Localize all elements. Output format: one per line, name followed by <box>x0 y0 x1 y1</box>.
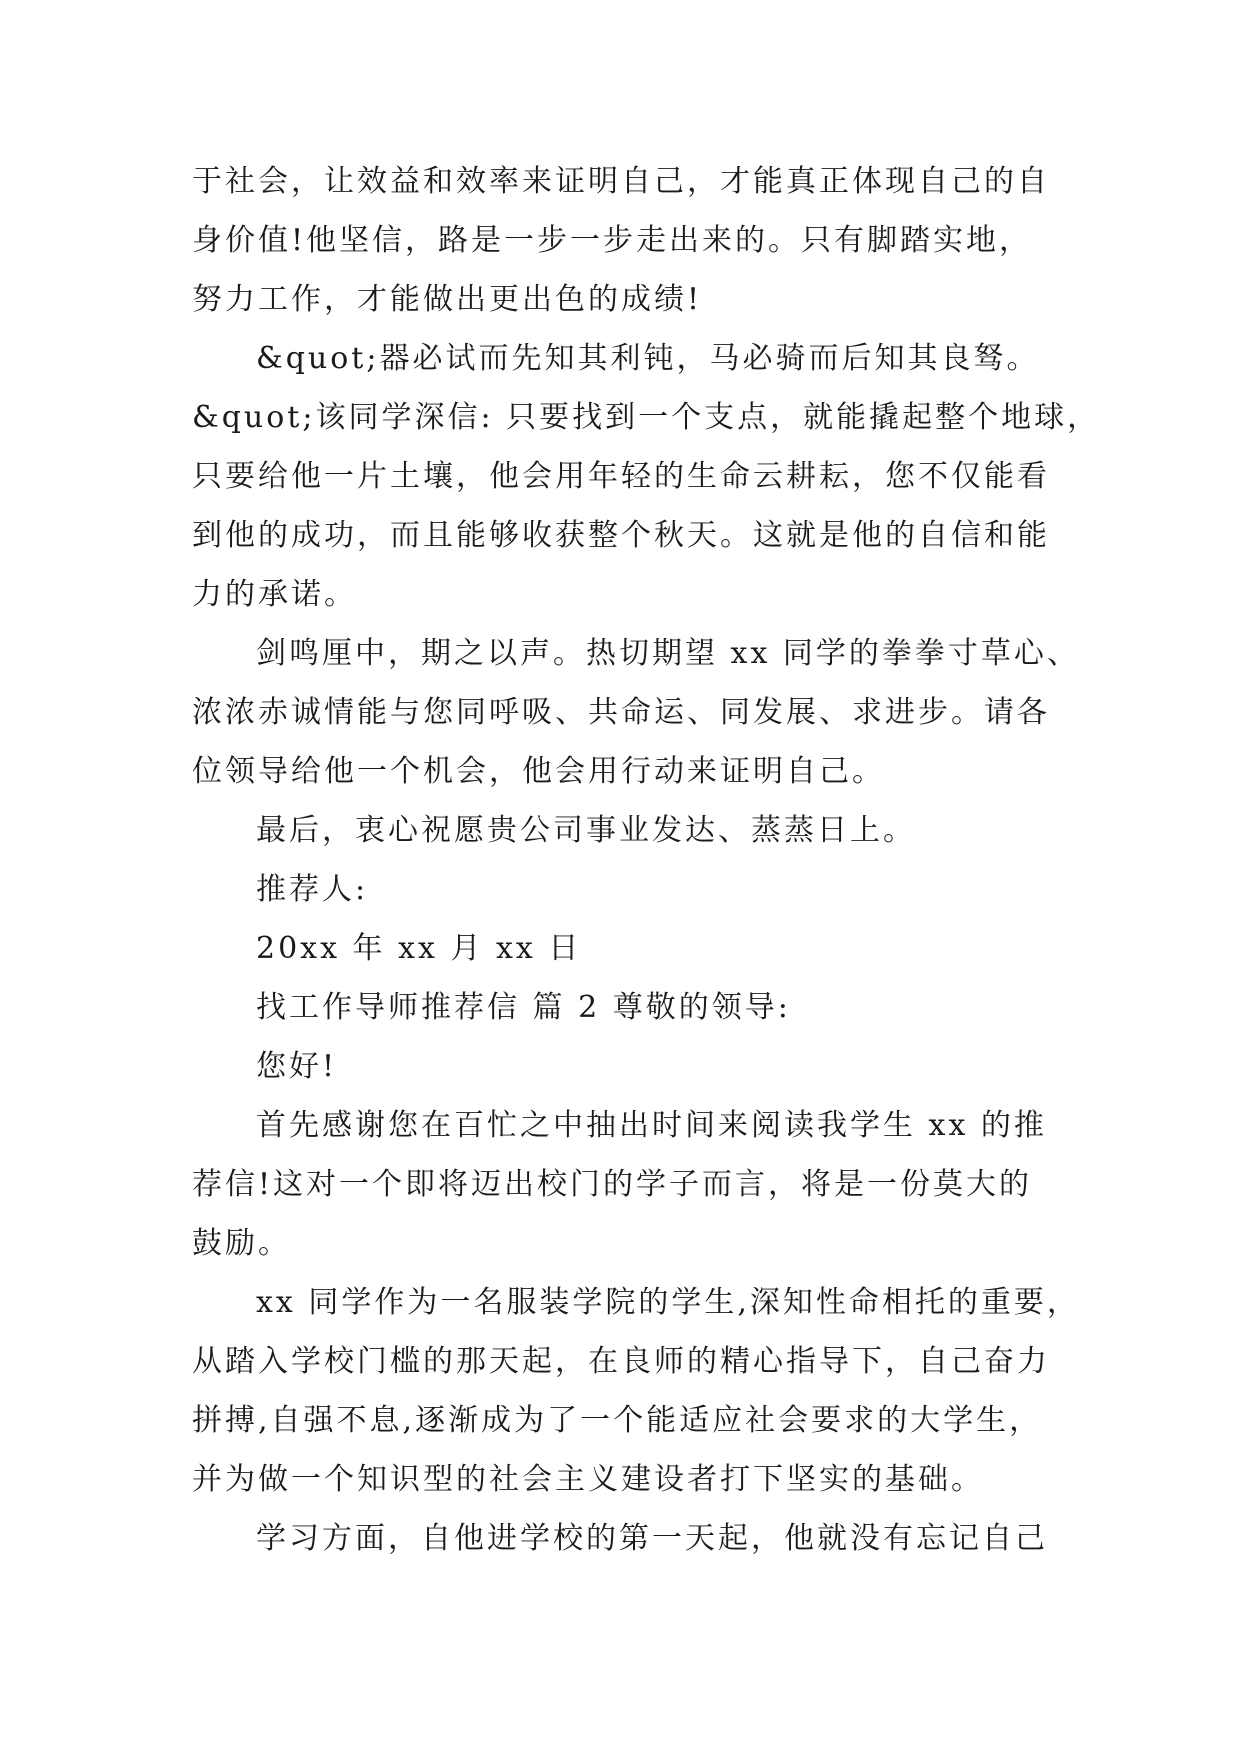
text-line: 剑鸣厘中，期之以声。热切期望 xx 同学的拳拳寸草心、 <box>256 636 1080 671</box>
document-body <box>192 152 1101 1568</box>
text-line: &quot;器必试而先知其利钝，马必骑而后知其良驽。 <box>256 341 1040 376</box>
text-line: 努力工作，才能做出更出色的成绩! <box>192 282 703 317</box>
text-line: 首先感谢您在百忙之中抽出时间来阅读我学生 xx 的推 <box>256 1108 1047 1143</box>
text-line: 您好! <box>256 1049 338 1084</box>
text-line: 从踏入学校门槛的那天起，在良师的精心指导下，自己奋力 <box>192 1344 1050 1379</box>
text-line: 学习方面，自他进学校的第一天起，他就没有忘记自己 <box>256 1521 1048 1556</box>
text-line: 只要给他一片土壤，他会用年轻的生命云耕耘，您不仅能看 <box>192 459 1050 494</box>
text-line: 20xx 年 xx 月 xx 日 <box>256 931 582 966</box>
text-line: 最后，衷心祝愿贵公司事业发达、蒸蒸日上。 <box>256 813 916 848</box>
text-line: 到他的成功，而且能够收获整个秋天。这就是他的自信和能 <box>192 518 1050 553</box>
text-line: xx 同学作为一名服装学院的学生,深知性命相托的重要， <box>256 1285 1080 1320</box>
text-line: 荐信!这对一个即将迈出校门的学子而言，将是一份莫大的 <box>192 1167 1033 1202</box>
text-line: 拼搏,自强不息,逐渐成为了一个能适应社会要求的大学生， <box>192 1403 1043 1438</box>
text-line: &quot;该同学深信: 只要找到一个支点，就能撬起整个地球， <box>192 400 1101 435</box>
text-line: 浓浓赤诚情能与您同呼吸、共命运、同发展、求进步。请各 <box>192 695 1050 730</box>
text-line: 并为做一个知识型的社会主义建设者打下坚实的基础。 <box>192 1462 984 1497</box>
text-line: 鼓励。 <box>192 1226 291 1261</box>
text-line: 身价值!他坚信，路是一步一步走出来的。只有脚踏实地， <box>192 223 1033 258</box>
text-line: 推荐人: <box>256 872 369 907</box>
text-line: 位领导给他一个机会，他会用行动来证明自己。 <box>192 754 885 789</box>
text-line: 找工作导师推荐信 篇 2 尊敬的领导: <box>256 990 791 1025</box>
text-line: 于社会，让效益和效率来证明自己，才能真正体现自己的自 <box>192 164 1050 199</box>
text-line: 力的承诺。 <box>192 577 357 612</box>
